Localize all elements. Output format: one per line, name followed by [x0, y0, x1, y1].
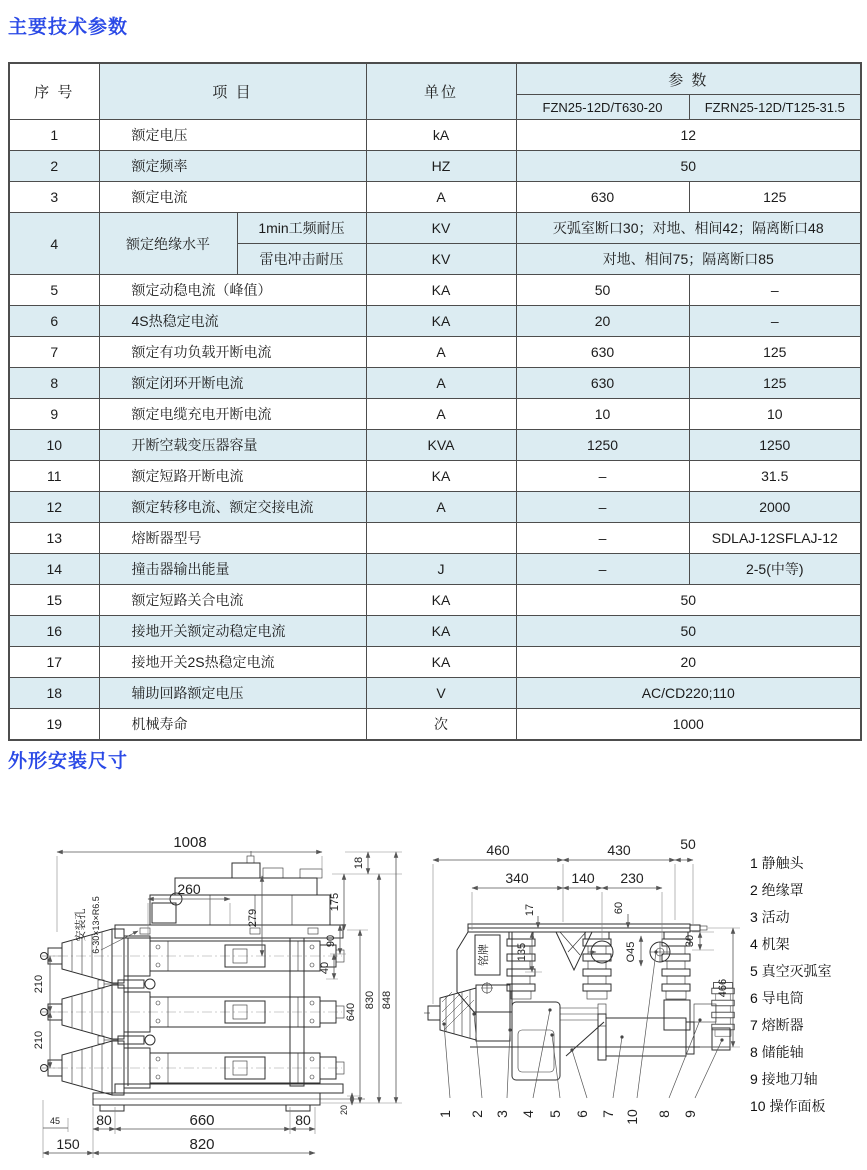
callout-number: 9: [682, 1110, 698, 1118]
cell-value: 1000: [516, 709, 861, 741]
dim-label: 18: [353, 856, 365, 870]
table-row: [9, 523, 861, 554]
cell-value: 12: [516, 120, 861, 151]
dim-label: 640: [345, 1002, 357, 1022]
nameplate-label: 铭牌: [478, 944, 490, 966]
cell-value-model1: 630: [516, 368, 689, 399]
cell-unit: KA: [366, 616, 516, 647]
dim-label: 90: [325, 934, 337, 948]
cell-unit: HZ: [366, 151, 516, 182]
callout-number: 2: [469, 1110, 485, 1118]
dim-label: 20: [339, 1104, 349, 1116]
legend-list: [750, 850, 832, 1120]
cell-item: 额定电缆充电开断电流: [99, 399, 366, 430]
cell-item: 额定电压: [99, 120, 366, 151]
callout-number: 5: [547, 1110, 563, 1118]
cell-unit: KA: [366, 461, 516, 492]
front-bushing: [424, 985, 510, 1041]
table-row: [9, 554, 861, 585]
table-row: [9, 616, 861, 647]
cell-unit: A: [366, 337, 516, 368]
legend-item: 6 导电筒: [750, 990, 804, 1006]
cell-value-model1: 1250: [516, 430, 689, 461]
cell-value-model2: SDLAJ-12SFLAJ-12: [689, 523, 861, 554]
header-unit: 单位: [366, 63, 516, 120]
cell-value-model2: 31.5: [689, 461, 861, 492]
side-view-drawing: [420, 825, 750, 1155]
cell-item: 额定转移电流、额定交接电流: [99, 492, 366, 523]
dim-label: 140: [571, 870, 595, 886]
cell-unit: KA: [366, 647, 516, 678]
dim-label: 1008: [173, 834, 207, 851]
cell-no: 2: [9, 151, 99, 182]
table-row: [9, 492, 861, 523]
table-row: [9, 182, 861, 213]
cell-subitem: 雷电冲击耐压: [237, 244, 366, 275]
header-model-1: FZN25-12D/T630-20: [516, 95, 689, 120]
cell-no: 15: [9, 585, 99, 616]
cell-item: 额定频率: [99, 151, 366, 182]
cell-no: 19: [9, 709, 99, 741]
table-row: [9, 399, 861, 430]
legend-item: 5 真空灭弧室: [750, 963, 832, 979]
cell-value-model1: –: [516, 523, 689, 554]
dim-label: 660: [189, 1112, 215, 1129]
cell-item: 额定闭环开断电流: [99, 368, 366, 399]
cell-value: 灭弧室断口30；对地、相间42；隔离断口48: [516, 213, 861, 244]
cell-no: 13: [9, 523, 99, 554]
cell-no: 17: [9, 647, 99, 678]
callout-number: 10: [624, 1109, 640, 1125]
dim-label: 340: [505, 870, 529, 886]
cell-value-model1: 630: [516, 337, 689, 368]
cell-value-model2: 10: [689, 399, 861, 430]
cell-unit: KA: [366, 585, 516, 616]
spec-table: [8, 62, 862, 741]
cell-item: 额定短路关合电流: [99, 585, 366, 616]
dim-label: 210: [33, 974, 45, 994]
table-row: [9, 430, 861, 461]
cell-no: 18: [9, 678, 99, 709]
cell-value: AC/CD220;110: [516, 678, 861, 709]
cell-value-model2: –: [689, 275, 861, 306]
callout-number: 3: [494, 1110, 510, 1118]
cell-item: 辅助回路额定电压: [99, 678, 366, 709]
dim-label: 40: [319, 961, 331, 975]
cell-item: 额定绝缘水平: [99, 213, 237, 275]
cell-value-model2: –: [689, 306, 861, 337]
dim-label: 80: [295, 1112, 311, 1128]
dim-label: O45: [625, 941, 637, 963]
cell-unit: J: [366, 554, 516, 585]
cell-item: 开断空载变压器容量: [99, 430, 366, 461]
cell-no: 4: [9, 213, 99, 275]
table-row: [9, 213, 861, 244]
header-params: 参 数: [516, 63, 861, 95]
cell-no: 8: [9, 368, 99, 399]
cell-value: 20: [516, 647, 861, 678]
dimensions-left: [33, 956, 62, 1068]
table-row: [9, 585, 861, 616]
cell-item: 接地开关2S热稳定电流: [99, 647, 366, 678]
cell-item: 熔断器型号: [99, 523, 366, 554]
dim-label: 430: [607, 842, 631, 858]
part-callouts: [437, 950, 724, 1124]
cell-value: 50: [516, 616, 861, 647]
dim-label: 260: [177, 881, 201, 897]
cell-value: 50: [516, 151, 861, 182]
dim-label: 230: [620, 870, 644, 886]
table-row: [9, 461, 861, 492]
dim-label: 30: [684, 934, 696, 948]
dim-label: 50: [680, 836, 696, 852]
mount-hole-spec: 6-30×13×R6.5: [91, 896, 101, 954]
cell-unit: KA: [366, 275, 516, 306]
dimensions-right: [247, 852, 402, 1115]
header-item: 项 目: [99, 63, 366, 120]
cell-value-model1: 20: [516, 306, 689, 337]
cell-no: 6: [9, 306, 99, 337]
dim-label: 210: [33, 1030, 45, 1050]
cell-no: 3: [9, 182, 99, 213]
cell-value-model1: 10: [516, 399, 689, 430]
cell-item: 额定短路开断电流: [99, 461, 366, 492]
spec-table-body: [9, 120, 861, 741]
dim-label: 17: [524, 903, 536, 917]
dim-label: 150: [56, 1136, 80, 1152]
table-row: [9, 678, 861, 709]
dim-label: 830: [364, 990, 376, 1010]
dim-label: 45: [49, 1116, 61, 1126]
cell-value-model1: 50: [516, 275, 689, 306]
legend-item: 8 储能轴: [750, 1044, 804, 1060]
cell-value-model2: 1250: [689, 430, 861, 461]
dim-label: 175: [329, 892, 341, 912]
cell-item: 接地开关额定动稳定电流: [99, 616, 366, 647]
legend-item: 2 绝缘罩: [750, 882, 804, 898]
callout-number: 6: [574, 1110, 590, 1118]
section-title-parameters: 主要技术参数: [8, 17, 129, 38]
cell-unit: [366, 523, 516, 554]
cell-item: 额定电流: [99, 182, 366, 213]
table-row: [9, 151, 861, 182]
table-row: [9, 120, 861, 151]
cell-unit: 次: [366, 709, 516, 741]
cell-unit: kA: [366, 120, 516, 151]
cell-value-model1: –: [516, 492, 689, 523]
mount-hole-label: 安装孔: [75, 908, 87, 942]
cell-unit: A: [366, 399, 516, 430]
cell-item: 机械寿命: [99, 709, 366, 741]
cell-unit: KA: [366, 306, 516, 337]
dim-label: 460: [486, 842, 510, 858]
legend-item: 1 静触头: [750, 855, 804, 871]
dim-label: 466: [717, 978, 729, 998]
cell-no: 14: [9, 554, 99, 585]
dim-label: 80: [96, 1112, 112, 1128]
legend-item: 9 接地刀轴: [750, 1071, 818, 1087]
cell-value-model1: –: [516, 461, 689, 492]
dimensions-top: [433, 836, 696, 1004]
table-row: [9, 368, 861, 399]
table-row: [9, 306, 861, 337]
cell-no: 9: [9, 399, 99, 430]
cell-item: 额定动稳电流（峰值）: [99, 275, 366, 306]
cell-unit: A: [366, 492, 516, 523]
dim-label: 279: [247, 908, 259, 928]
cell-unit: KVA: [366, 430, 516, 461]
header-model-2: FZRN25-12D/T125-31.5: [689, 95, 861, 120]
dim-label: 135: [516, 942, 528, 962]
table-row: [9, 709, 861, 741]
cell-unit: V: [366, 678, 516, 709]
cell-no: 10: [9, 430, 99, 461]
legend-item: 7 熔断器: [750, 1017, 804, 1033]
cell-no: 11: [9, 461, 99, 492]
dimensions-bottom: [43, 1100, 315, 1158]
callout-number: 8: [656, 1110, 672, 1118]
callout-number: 1: [437, 1110, 453, 1118]
cell-item: 额定有功负载开断电流: [99, 337, 366, 368]
cell-value: 对地、相间75；隔离断口85: [516, 244, 861, 275]
legend-item: 10 操作面板: [750, 1098, 826, 1114]
cell-no: 7: [9, 337, 99, 368]
section-title-dimensions: 外形安装尺寸: [8, 751, 129, 772]
dim-label: 820: [189, 1136, 215, 1153]
legend-item: 3 活动: [750, 909, 790, 925]
cell-value-model2: 2-5(中等): [689, 554, 861, 585]
cell-no: 16: [9, 616, 99, 647]
header-no: 序 号: [9, 63, 99, 120]
cell-value-model2: 125: [689, 368, 861, 399]
cell-unit: A: [366, 368, 516, 399]
callout-number: 4: [520, 1110, 536, 1118]
table-row: [9, 647, 861, 678]
cell-item: 撞击器输出能量: [99, 554, 366, 585]
cell-value-model2: 125: [689, 337, 861, 368]
cell-value-model1: 630: [516, 182, 689, 213]
dim-label: 60: [613, 901, 625, 915]
cell-value: 50: [516, 585, 861, 616]
legend-item: 4 机架: [750, 936, 790, 952]
cell-no: 1: [9, 120, 99, 151]
cell-unit: KV: [366, 213, 516, 244]
cell-unit: A: [366, 182, 516, 213]
cell-value-model1: –: [516, 554, 689, 585]
table-row: [9, 275, 861, 306]
cell-value-model2: 125: [689, 182, 861, 213]
cell-subitem: 1min工频耐压: [237, 213, 366, 244]
callout-number: 7: [600, 1110, 616, 1118]
front-view-drawing: [20, 815, 435, 1170]
table-row: [9, 337, 861, 368]
cell-unit: KV: [366, 244, 516, 275]
cell-no: 5: [9, 275, 99, 306]
cell-value-model2: 2000: [689, 492, 861, 523]
dim-label: 848: [381, 990, 393, 1010]
cell-item: 4S热稳定电流: [99, 306, 366, 337]
cell-no: 12: [9, 492, 99, 523]
